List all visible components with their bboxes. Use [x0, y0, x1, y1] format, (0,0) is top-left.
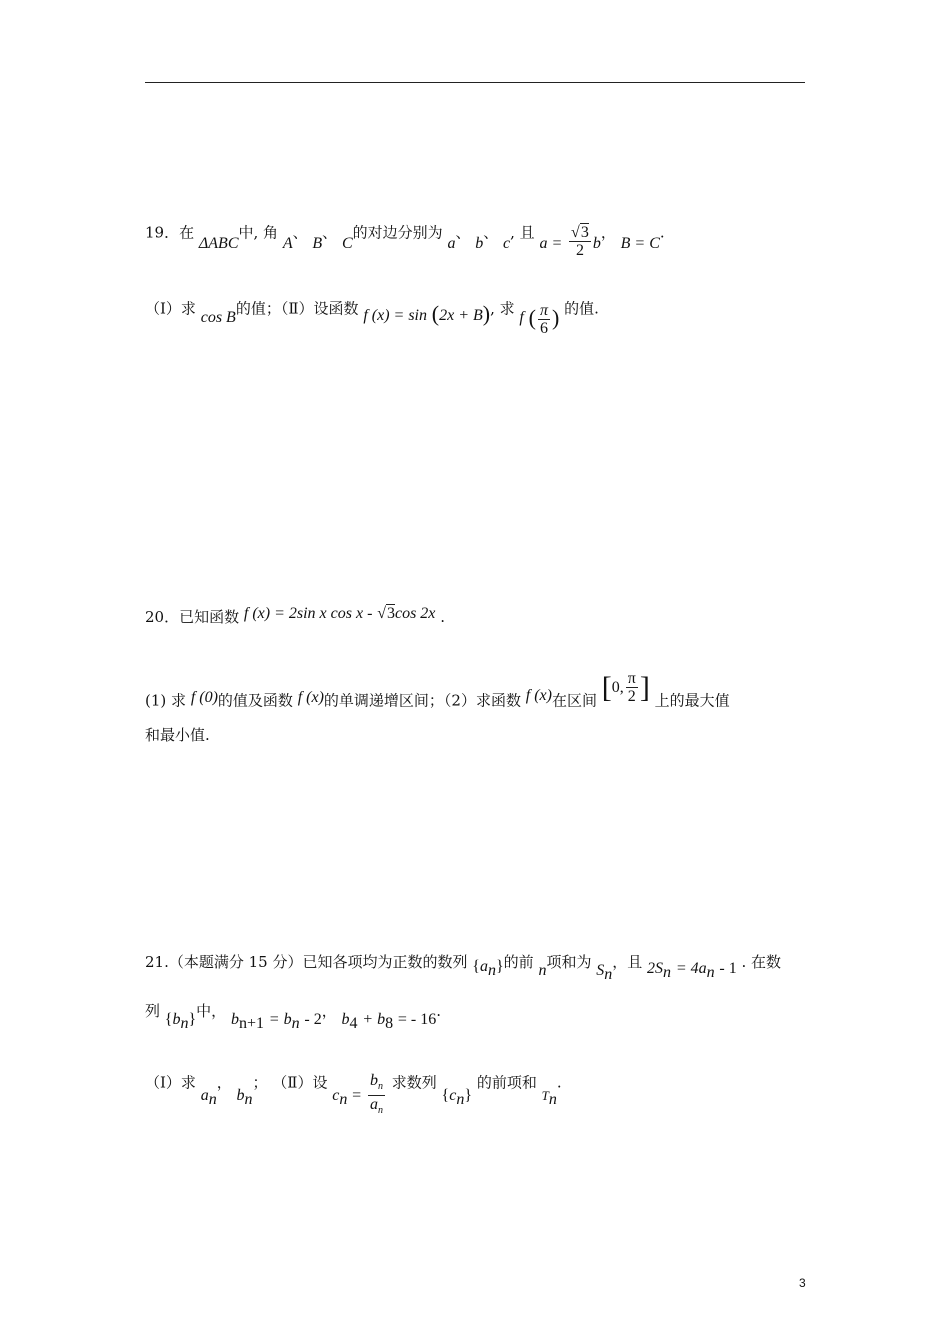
sqrt3-over-2: $\frac{√3}{2}$: [571, 224, 589, 259]
pi-over-6: $\frac{\pi}{6}$: [539, 302, 548, 337]
q21-line2: 列 $\{b_n\}$中， $b_{n+1} = b_n - 2$， $b_4 + b_8$ = - 16.: [145, 1002, 441, 1033]
pi-over-2: $\frac{\pi}{2}$: [627, 670, 636, 705]
header-rule: [145, 82, 805, 83]
page-number: 3: [799, 1276, 806, 1290]
q21-line3: （Ⅰ）求 $a_n$， $b_n$； （Ⅱ）设 $c_n$ = $\frac{b_n}{a_n}$ 求数列 $\{c_n\}$ 的前项和 $T_n$.: [145, 1060, 562, 1107]
q20-line3: 和最小值.: [145, 726, 210, 744]
q19-line2: （Ⅰ）求 cos B的值；（Ⅱ）设函数 f (x) = sin (2x + B), 求 f ( $\frac{\pi}{6}$ ) 的值.: [145, 299, 599, 337]
q20-line1: 20．已知函数 f (x) = 2sin x cos x - √3cos 2x .: [145, 605, 445, 626]
bn-over-an: $\frac{b_n}{a_n}$: [369, 1072, 383, 1117]
q21-line1: 21.（本题满分 15 分）已知各项均为正数的数列 $\{a_n\}$的前 n项和为 $S_n$，且 $2S_n = 4a_n - 1$ . 在数: [145, 953, 782, 983]
q20-line2: (1) 求 f (0)的值及函数 f (x)的单调递增区间；（2）求函数 f (x)在区间 [0, $\frac{\pi}{2}$ ] 上的最大值: [145, 670, 730, 710]
q19-line1: 19．在 ΔABC中, 角 A、 B、 C的对边分别为 a、 b、 c, 且 a = $\frac{√3}{2}$ b， B = C.: [145, 223, 665, 259]
